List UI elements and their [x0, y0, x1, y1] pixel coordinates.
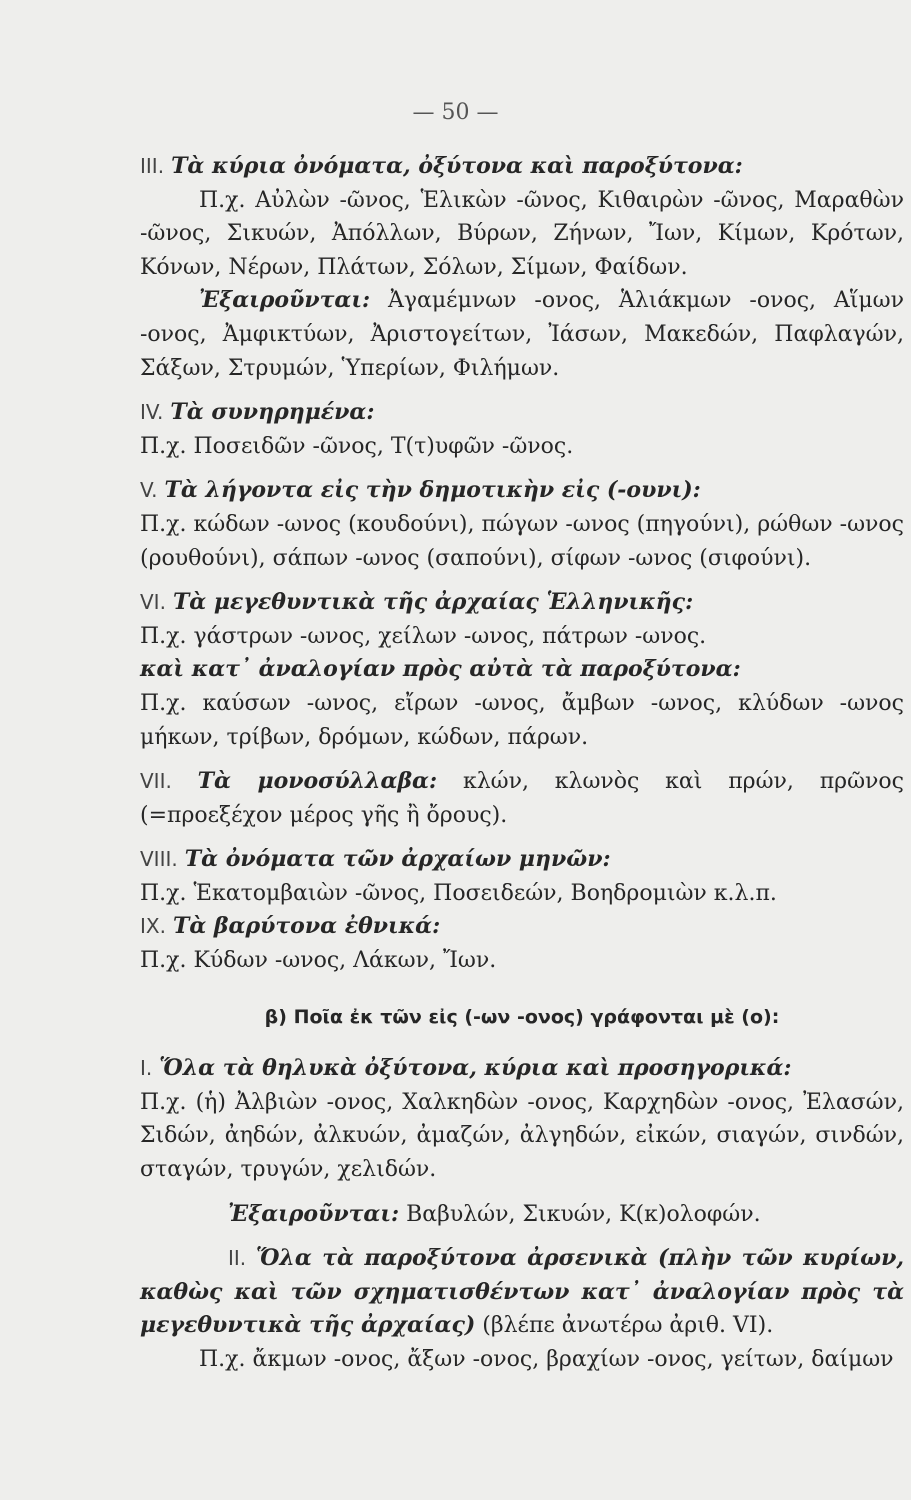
- section-5-title: Τὰ λήγοντα εἰς τὴν δημοτικὴν εἰς (-ουνι):: [164, 477, 701, 504]
- part-b-heading: [140, 1000, 904, 1035]
- part-b-section-2-title: Ὅλα τὰ παροξύτονα ἀρσενικὰ (πλὴν τῶν κυρίων, καθὼς καὶ τῶν σχηματισθέντων κατ᾽ ἀναλογίαν πρὸς τὰ μεγεθυντικὰ τῆς ἀρχαίας): [140, 1245, 905, 1339]
- part-b-section-2: [140, 1242, 904, 1343]
- section-3-title: Τὰ κύρια ὀνόματα, ὀξύτονα καὶ παροξύτονα:: [171, 153, 743, 179]
- section-6-subheading: καὶ κατ᾽ ἀναλογίαν πρὸς αὐτὰ τὰ παροξύτονα:: [140, 656, 741, 683]
- section-6-title: Τὰ μεγεθυντικὰ τῆς ἀρχαίας Ἑλληνικῆς:: [172, 589, 694, 616]
- section-7: [140, 765, 904, 832]
- section-3-exceptions-label: Ἐξαιροῦνται:: [199, 287, 371, 314]
- section-5-heading: [140, 474, 904, 508]
- part-b-section-1-examples: Π.χ. (ἡ) Ἀλβιὼν -ονος, Χαλκηδὼν -ονος, Καρχηδὼν -ονος, Ἐλασών, Σιδών, ἀηδών, ἀλκυών, ἀμαζών, ἀλγηδών, εἰκών, σιαγών, σινδών, σταγών, τρυγών, χελιδών.: [140, 1089, 904, 1183]
- page-body: [140, 150, 904, 1377]
- page-number: — 50 —: [412, 100, 499, 125]
- section-8-examples: Π.χ. Ἑκατομβαιὼν -ῶνος, Ποσειδεών, Βοηδρομιὼν κ.λ.π.: [140, 880, 777, 906]
- section-7-text: κλών, κλωνὸς καὶ πρών, πρῶνος (=προεξέχον μέρος γῆς ἢ ὄρους).: [140, 769, 904, 828]
- section-4-numeral: IV.: [140, 400, 164, 425]
- section-9-heading: [140, 910, 904, 944]
- section-9-numeral: IX.: [140, 914, 166, 939]
- section-9-examples: Π.χ. Κύδων -ωνος, Λάκων, Ἴων.: [140, 948, 497, 974]
- part-b-section-1-numeral: I.: [140, 1056, 153, 1081]
- section-3-exceptions: [140, 284, 904, 385]
- section-4-heading: [140, 396, 904, 430]
- section-5-examples: Π.χ. κώδων -ωνος (κουδούνι), πώγων -ωνος (πηγούνι), ρώθων -ωνος (ρουθούνι), σάπων -ωνος (σαπούνι), σίφων -ωνος (σιφούνι).: [140, 511, 904, 571]
- part-b-heading-text: β) Ποῖα ἐκ τῶν εἰς (-ων -ονος) γράφονται μὲ (ο):: [264, 1005, 780, 1028]
- part-b-section-2-reference: (βλέπε ἀνωτέρω ἀριθ. VI).: [482, 1313, 774, 1339]
- part-b-section-2-examples: Π.χ. ἄκμων -ονος, ἄξων -ονος, βραχίων -ονος, γείτων, δαίμων: [199, 1347, 894, 1372]
- section-3-heading: [140, 150, 904, 184]
- part-b-section-1-heading: [140, 1052, 904, 1086]
- section-3-examples: Π.χ. Αὐλὼν -ῶνος, Ἑλικὼν -ῶνος, Κιθαιρὼν -ῶνος, Μαραθὼν -ῶνος, Σικυών, Ἀπόλλων, Βύρων, Ζήνων, Ἴων, Κίμων, Κρότων, Κόνων, Νέρων, Πλάτων, Σόλων, Σίμων, Φαίδων.: [140, 187, 904, 280]
- section-7-numeral: VII.: [140, 769, 172, 794]
- part-b-section-1-exceptions-text: Βαβυλών, Σικυών, Κ(κ)ολοφών.: [406, 1201, 761, 1227]
- part-b-section-1-title: Ὅλα τὰ θηλυκὰ ὀξύτονα, κύρια καὶ προσηγορικά:: [159, 1055, 792, 1082]
- section-4-examples: Π.χ. Ποσειδῶν -ῶνος, Τ(τ)υφῶν -ῶνος.: [140, 433, 574, 459]
- section-9-title: Τὰ βαρύτονα ἐθνικά:: [172, 913, 441, 940]
- section-7-title: Τὰ μονοσύλλαβα:: [197, 768, 438, 795]
- section-6-heading: [140, 586, 904, 620]
- part-b-section-1-exceptions-label: Ἐξαιροῦνται:: [228, 1200, 400, 1227]
- section-8-title: Τὰ ὀνόματα τῶν ἀρχαίων μηνῶν:: [184, 846, 611, 873]
- section-8-heading: [140, 843, 904, 877]
- section-8-numeral: VIII.: [140, 847, 178, 872]
- section-6-examples: Π.χ. γάστρων -ωνος, χείλων -ωνος, πάτρων -ωνος.: [140, 623, 707, 649]
- section-3-exceptions-text: Ἀγαμέμνων -ονος, Ἁλιάκμων -ονος, Αἵμων -ονος, Ἀμφικτύων, Ἀριστογείτων, Ἰάσων, Μακεδών, Παφλαγών, Σάξων, Στρυμών, Ὑπερίων, Φιλήμων.: [140, 288, 904, 381]
- section-4-title: Τὰ συνηρημένα:: [170, 399, 375, 426]
- section-3-numeral: III.: [140, 154, 165, 178]
- part-b-section-1-exceptions: [140, 1198, 904, 1232]
- section-6-numeral: VI.: [140, 590, 166, 615]
- part-b-section-2-numeral: II.: [228, 1246, 247, 1271]
- section-6-examples-2: Π.χ. καύσων -ωνος, εἴρων -ωνος, ἄμβων -ωνος, κλύδων -ωνος μήκων, τρίβων, δρόμων, κώδων, πάρων.: [140, 690, 904, 750]
- section-5-numeral: V.: [140, 478, 158, 503]
